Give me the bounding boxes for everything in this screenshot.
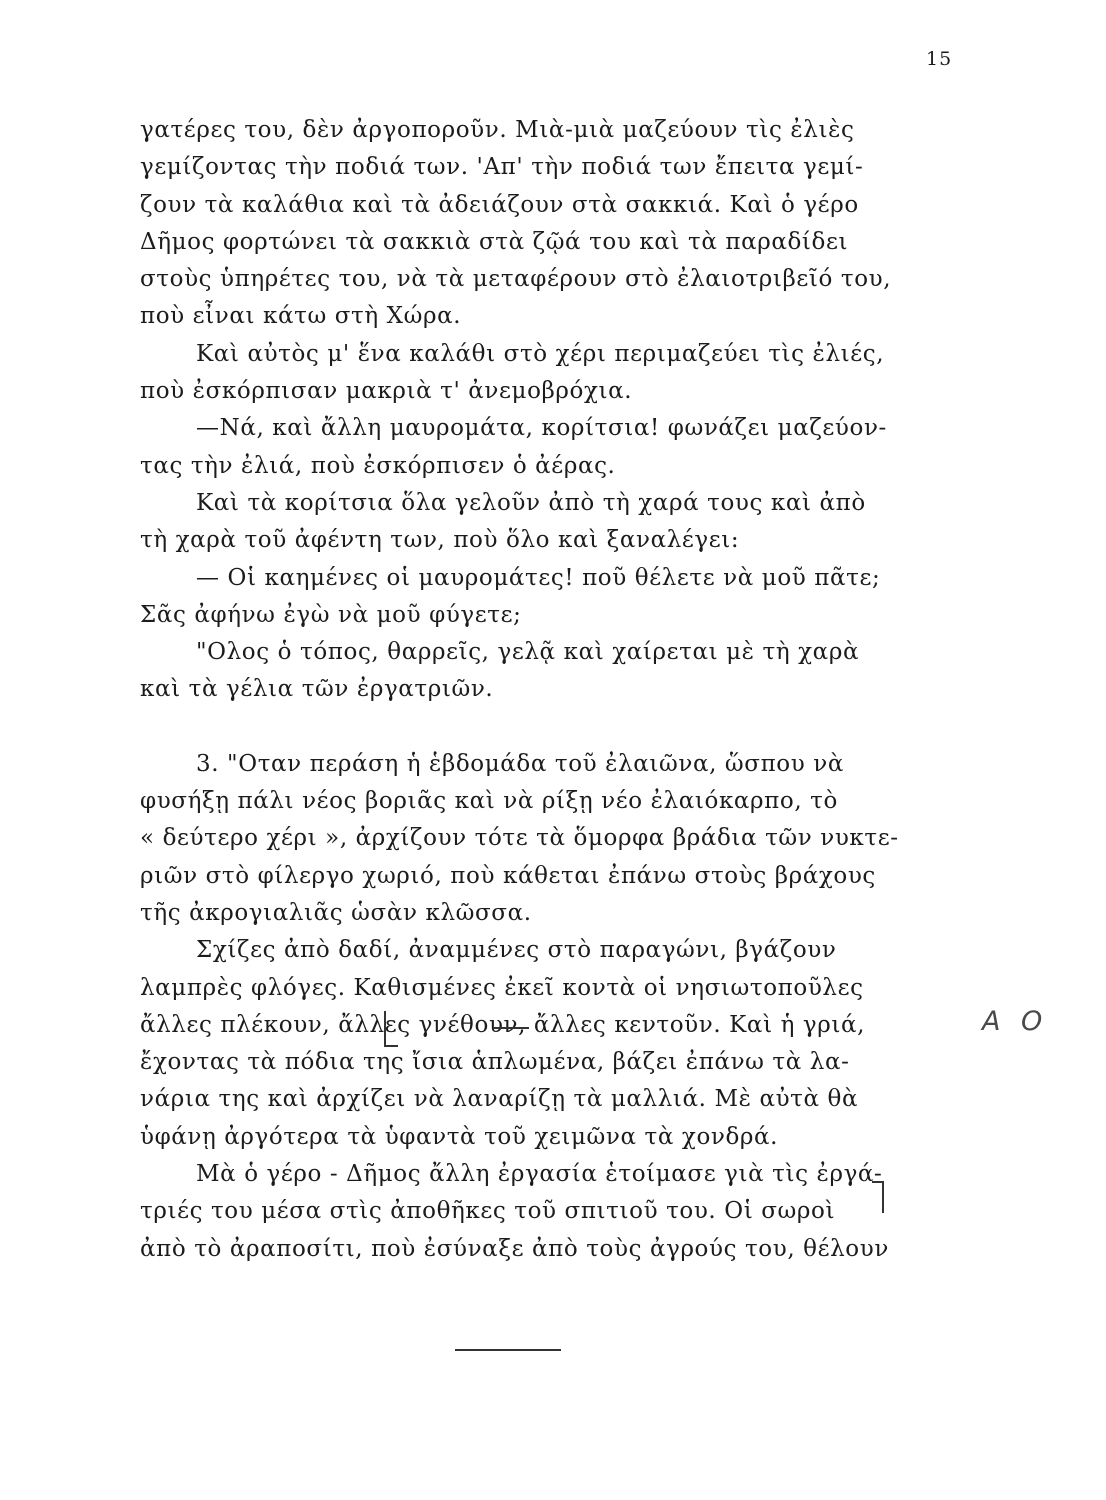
underline-mark [493,1027,529,1029]
text-line: "Ολος ὁ τόπος, θαρρεῖς, γελᾷ καὶ χαίρεται μὲ τὴ χαρὰ [196,639,860,666]
text-line: ὑφάνῃ ἀργότερα τὰ ὑφαντὰ τοῦ χειμῶνα τὰ χονδρά. [140,1123,779,1150]
margin-annotation: Α Ο [982,1006,1049,1037]
underline-mark [455,1349,561,1351]
text-line: ζουν τὰ καλάθια καὶ τὰ ἀδειάζουν στὰ σακκιά. Καὶ ὁ γέρο [140,191,859,218]
text-line: στοὺς ὑπηρέτες του, νὰ τὰ μεταφέρουν στὸ ἐλαιοτριβεῖό του, [140,266,892,293]
bracket-open-mark [384,1011,398,1047]
text-line: —Νά, καὶ ἄλλη μαυρομάτα, κορίτσια! φωνάζει μαζεύον- [196,415,887,442]
text-line: ποὺ ἐσκόρπισαν μακριὰ τ' ἀνεμοβρόχια. [140,378,633,405]
text-block [140,112,962,1268]
text-line: Σχίζες ἀπὸ δαδί, ἀναμμένες στὸ παραγώνι, βγάζουν [196,937,837,964]
text-line: τας τὴν ἐλιά, ποὺ ἐσκόρπισεν ὁ ἀέρας. [140,452,616,479]
text-line: Μὰ ὁ γέρο - Δῆμος ἄλλη ἐργασία ἑτοίμασε γιὰ τὶς ἐργά- [196,1161,883,1188]
text-line: Σᾶς ἀφήνω ἐγὼ νὰ μοῦ φύγετε; [140,601,522,628]
text-line: Καὶ τὰ κορίτσια ὅλα γελοῦν ἀπὸ τὴ χαρά τους καὶ ἀπὸ [196,489,866,516]
text-line: νάρια της καὶ ἀρχίζει νὰ λαναρίζῃ τὰ μαλλιά. Μὲ αὐτὰ θὰ [140,1086,859,1113]
text-line: ἄλλες πλέκουν, ἄλλες γνέθουν, ἄλλες κεντοῦν. Καὶ ἡ γριά, [140,1011,866,1038]
text-line: τριές του μέσα στὶς ἀποθῆκες τοῦ σπιτιοῦ του. Οἱ σωροὶ [140,1198,836,1225]
text-line: γεμίζοντας τὴν ποδιά των. 'Απ' τὴν ποδιά των ἔπειτα γεμί- [140,154,864,181]
page-number: 15 [926,48,953,70]
text-line: ἀπὸ τὸ ἀραποσίτι, ποὺ ἐσύναξε ἀπὸ τοὺς ἀγρούς του, θέλουν [140,1235,889,1262]
text-line: Δῆμος φορτώνει τὰ σακκιὰ στὰ ζῷά του καὶ τὰ παραδίδει [140,228,849,255]
paragraph-gap [140,709,962,746]
text-line: τὴ χαρὰ τοῦ ἀφέντη των, ποὺ ὅλο καὶ ξαναλέγει: [140,527,740,554]
text-line: φυσήξῃ πάλι νέος βοριᾶς καὶ νὰ ρίξῃ νέο ἐλαιόκαρπο, τὸ [140,788,838,815]
bracket-close-mark [872,1181,884,1213]
text-line: τῆς ἀκρογιαλιᾶς ὡσὰν κλῶσσα. [140,899,532,926]
text-line: Καὶ αὐτὸς μ' ἕνα καλάθι στὸ χέρι περιμαζεύει τὶς ἐλιές, [196,340,885,367]
text-line: ἔχοντας τὰ πόδια της ἴσια ἁπλωμένα, βάζει ἐπάνω τὰ λα- [140,1049,850,1076]
text-line: ριῶν στὸ φίλεργο χωριό, ποὺ κάθεται ἐπάνω στοὺς βράχους [140,862,876,889]
text-line: — Οἱ καημένες οἱ μαυρομάτες! ποῦ θέλετε νὰ μοῦ πᾶτε; [196,564,881,591]
text-line: ποὺ εἶναι κάτω στὴ Χώρα. [140,303,462,330]
text-line: 3. "Οταν περάση ἡ ἑβδομάδα τοῦ ἐλαιῶνα, ὥσπου νὰ [196,750,844,777]
text-line: « δεύτερο χέρι », ἀρχίζουν τότε τὰ ὅμορφα βράδια τῶν νυκτε- [140,825,899,852]
text-line: γατέρες του, δὲν ἀργοποροῦν. Μιὰ-μιὰ μαζεύουν τὶς ἐλιὲς [140,117,855,143]
text-line: λαμπρὲς φλόγες. Καθισμένες ἐκεῖ κοντὰ οἱ νησιωτοποῦλες [140,974,864,1001]
text-line: καὶ τὰ γέλια τῶν ἐργατριῶν. [140,676,494,703]
